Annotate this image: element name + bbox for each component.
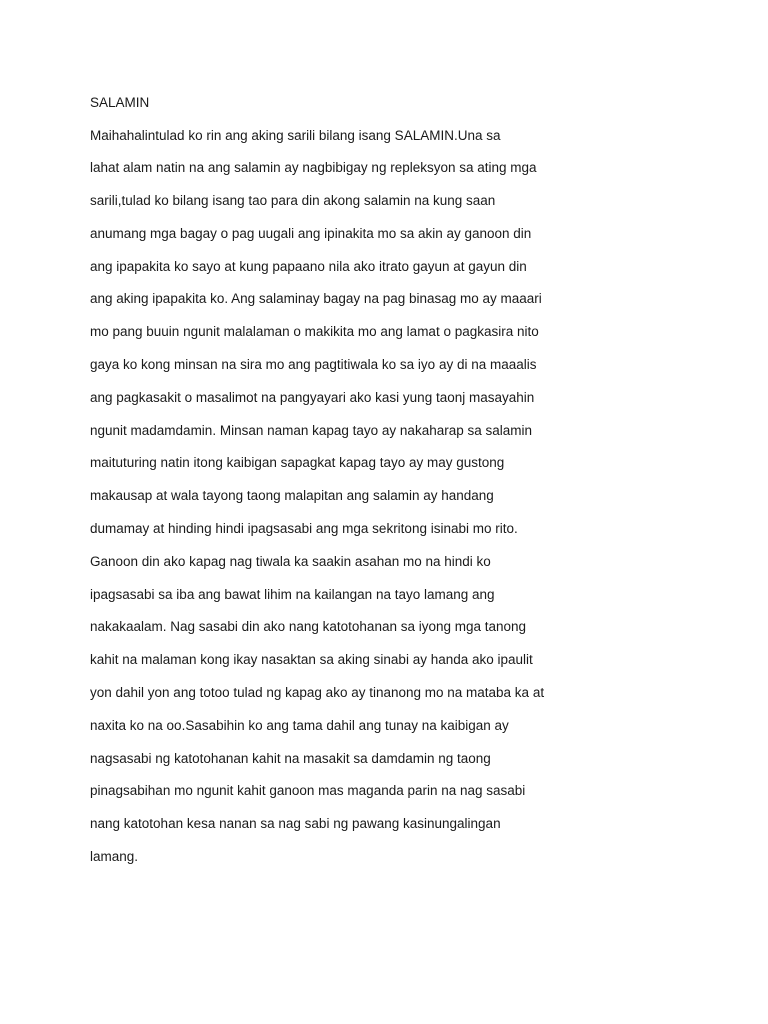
paragraph-line-18: yon dahil yon ang totoo tulad ng kapag ako ay tinanong mo na mataba ka at: [90, 685, 545, 701]
paragraph-line-11: maituturing natin itong kaibigan sapagkat kapag tayo ay may gustong: [90, 455, 505, 471]
paragraph-line-3: sarili,tulad ko bilang isang tao para din akong salamin na kung saan: [90, 193, 496, 209]
paragraph-line-22: nang katotohan kesa nanan sa nag sabi ng pawang kasinungalingan: [90, 816, 501, 832]
paragraph-line-1: Maihahalintulad ko rin ang aking sarili bilang isang SALAMIN.Una sa: [90, 127, 501, 143]
paragraph-line-15: ipagsasabi sa iba ang bawat lihim na kailangan na tayo lamang ang: [90, 586, 495, 602]
document-body: [90, 92, 690, 879]
paragraph-line-19: naxita ko na oo.Sasabihin ko ang tama dahil ang tunay na kaibigan ay: [90, 717, 509, 733]
document-title: SALAMIN: [90, 95, 150, 110]
paragraph-line-21: pinagsabihan mo ngunit kahit ganoon mas maganda parin na nag sasabi: [90, 783, 526, 799]
paragraph-line-14: Ganoon din ako kapag nag tiwala ka saakin asahan mo na hindi ko: [90, 553, 491, 569]
paragraph-line-20: nagsasabi ng katotohanan kahit na masakit sa damdamin ng taong: [90, 750, 491, 766]
paragraph-line-13: dumamay at hinding hindi ipagsasabi ang mga sekritong isinabi mo rito.: [90, 521, 518, 537]
paragraph-line-10: ngunit madamdamin. Minsan naman kapag tayo ay nakaharap sa salamin: [90, 422, 533, 438]
paragraph-line-7: mo pang buuin ngunit malalaman o makikita mo ang lamat o pagkasira nito: [90, 324, 539, 340]
paragraph-line-2: lahat alam natin na ang salamin ay nagbibigay ng repleksyon sa ating mga: [90, 160, 537, 176]
paragraph-line-17: kahit na malaman kong ikay nasaktan sa aking sinabi ay handa ako ipaulit: [90, 652, 533, 668]
paragraph-line-23: lamang.: [90, 849, 139, 865]
paragraph-line-4: anumang mga bagay o pag uugali ang ipinakita mo sa akin ay ganoon din: [90, 225, 532, 241]
paragraph-line-8: gaya ko kong minsan na sira mo ang pagtitiwala ko sa iyo ay di na maaalis: [90, 357, 537, 373]
paragraph-line-5: ang ipapakita ko sayo at kung papaano nila ako itrato gayun at gayun din: [90, 258, 527, 274]
paragraph-line-12: makausap at wala tayong taong malapitan ang salamin ay handang: [90, 488, 494, 504]
paragraph-line-16: nakakaalam. Nag sasabi din ako nang katotohanan sa iyong mga tanong: [90, 619, 527, 635]
paragraph-line-9: ang pagkasakit o masalimot na pangyayari ako kasi yung taonj masayahin: [90, 389, 535, 405]
paragraph-line-6: ang aking ipapakita ko. Ang salaminay bagay na pag binasag mo ay maaari: [90, 291, 542, 307]
